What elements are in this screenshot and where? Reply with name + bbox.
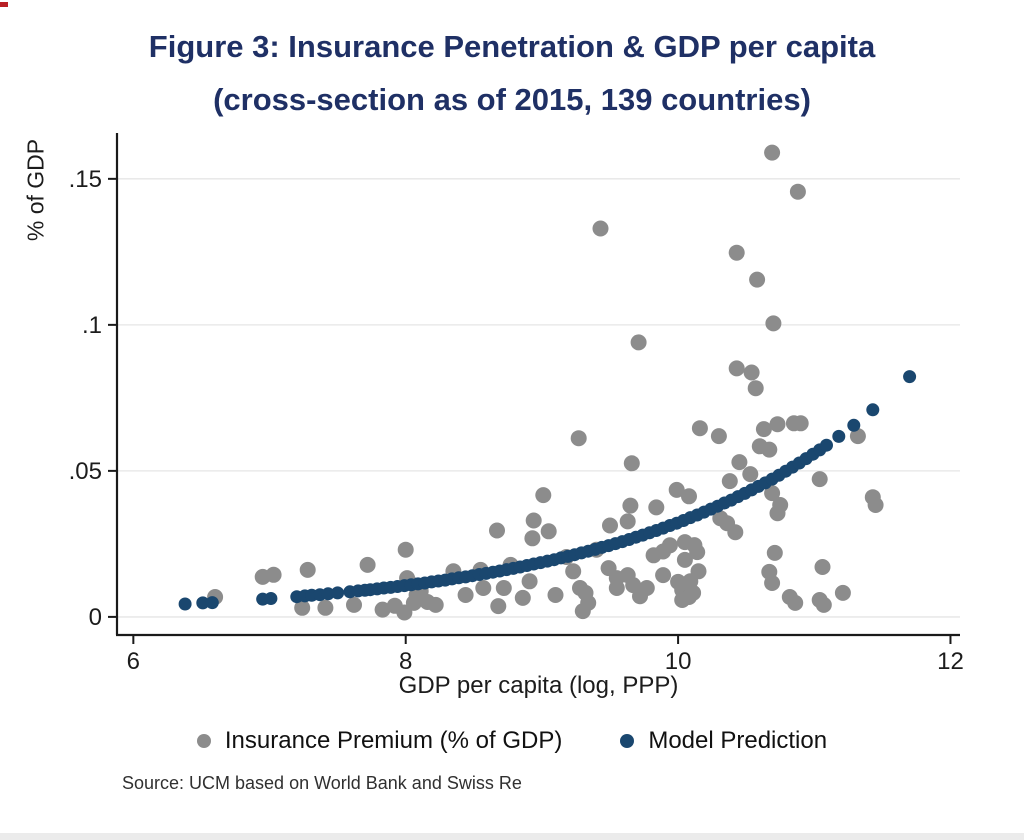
data-point (681, 488, 697, 504)
bottom-border-strip (0, 833, 1024, 840)
series-insurance-premium (207, 145, 884, 621)
legend-label-model-prediction: Model Prediction (648, 727, 828, 754)
data-point (496, 580, 512, 596)
data-point (264, 592, 277, 605)
data-point (793, 415, 809, 431)
data-point (711, 428, 727, 444)
data-point (729, 245, 745, 261)
data-point (662, 537, 678, 553)
figure-title-line1: Figure 3: Insurance Penetration & GDP per capita (148, 29, 876, 64)
data-point (593, 221, 609, 237)
data-point (346, 597, 362, 613)
data-point (742, 466, 758, 482)
data-point (692, 420, 708, 436)
data-point (761, 442, 777, 458)
data-point (524, 530, 540, 546)
data-point (331, 586, 344, 599)
data-point (571, 430, 587, 446)
data-point (815, 559, 831, 575)
data-point (685, 585, 701, 601)
x-tick-label: 12 (937, 648, 964, 675)
data-point (744, 365, 760, 381)
data-point (648, 499, 664, 515)
data-point (490, 598, 506, 614)
data-point (541, 523, 557, 539)
data-point (535, 487, 551, 503)
data-point (812, 471, 828, 487)
data-point (360, 557, 376, 573)
data-point (179, 598, 192, 611)
data-point (206, 596, 219, 609)
data-point (748, 380, 764, 396)
data-point (866, 403, 879, 416)
gridlines (117, 179, 960, 617)
data-point (580, 595, 596, 611)
data-point (515, 590, 531, 606)
data-point (691, 563, 707, 579)
x-tick-label: 6 (126, 648, 141, 675)
y-tick-label: .05 (68, 457, 102, 485)
data-point (722, 473, 738, 489)
data-point (458, 587, 474, 603)
data-point (729, 360, 745, 376)
data-point (727, 524, 743, 540)
data-point (770, 416, 786, 432)
data-point (767, 545, 783, 561)
data-point (868, 497, 884, 513)
data-point (689, 544, 705, 560)
data-point (398, 542, 414, 558)
data-point (790, 184, 806, 200)
data-point (756, 421, 772, 437)
data-point (526, 513, 542, 529)
data-point (609, 580, 625, 596)
legend (0, 727, 1024, 755)
legend-marker-insurance-premium-icon (197, 734, 211, 748)
data-point (764, 575, 780, 591)
data-point (847, 419, 860, 432)
data-point (602, 518, 618, 534)
y-tick-label: .1 (81, 311, 102, 339)
legend-label-insurance-premium: Insurance Premium (% of GDP) (224, 727, 563, 754)
data-point (266, 567, 282, 583)
legend-marker-model-prediction-icon (620, 734, 634, 748)
data-point (816, 597, 832, 613)
data-point (655, 567, 671, 583)
data-point (428, 597, 444, 613)
data-point (317, 600, 333, 616)
x-axis-label: GDP per capita (log, PPP) (398, 672, 679, 699)
figure-title-line2: (cross-section as of 2015, 139 countries) (213, 82, 811, 117)
data-point (832, 430, 845, 443)
data-point (639, 580, 655, 596)
data-point (772, 497, 788, 513)
data-point (765, 315, 781, 331)
x-tick-label: 8 (399, 648, 413, 675)
data-point (300, 562, 316, 578)
data-point (835, 585, 851, 601)
source-note: Source: UCM based on World Bank and Swiss Re (122, 773, 522, 793)
data-point (522, 573, 538, 589)
data-point (764, 145, 780, 161)
y-axis-label: % of GDP (22, 138, 49, 242)
data-point (622, 498, 638, 514)
data-point (489, 523, 505, 539)
data-point (820, 439, 833, 452)
data-point (475, 580, 491, 596)
data-point (565, 563, 581, 579)
data-point (548, 587, 564, 603)
data-point (749, 272, 765, 288)
data-point (787, 595, 803, 611)
data-point (903, 370, 916, 383)
x-tick-label: 10 (664, 648, 692, 675)
y-tick-label: .15 (68, 165, 102, 193)
y-tick-label: 0 (88, 603, 102, 631)
data-point (731, 454, 747, 470)
data-point (631, 334, 647, 350)
data-point (624, 455, 640, 471)
data-point (620, 513, 636, 529)
